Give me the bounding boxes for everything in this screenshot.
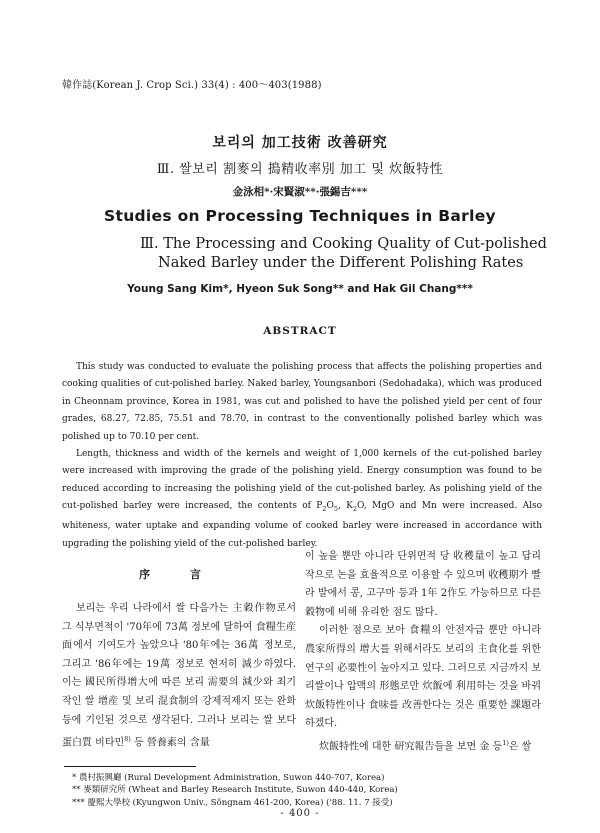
journal-citation: 韓作誌(Korean J. Crop Sci.) 33(4) : 400～403(1988) <box>62 80 322 91</box>
intro-right-p3-part2: 은 쌀 <box>508 741 532 753</box>
footnote-3: *** 慶熙大學校 (Kyungwon Univ., Sŏngnam 461-200, Korea) ('88. 11. 7 接受) <box>72 797 393 808</box>
p2o5-subscript-2: 2 <box>322 505 327 514</box>
korean-authors: 金泳相*·宋賢淑**·張錫吉*** <box>232 186 368 198</box>
ref-8-superscript: 8) <box>124 735 131 744</box>
english-subtitle-line1: Ⅲ. The Processing and Cooking Quality of Cut-polished <box>140 236 547 252</box>
p2o5-subscript-5: 5 <box>333 505 338 514</box>
abstract-paragraph-2-part2: , K <box>337 501 353 512</box>
intro-left-column <box>62 566 296 753</box>
english-authors: Young Sang Kim*, Hyeon Suk Song** and Hak Gil Chang*** <box>127 283 473 295</box>
intro-right-p3-part1: 炊飯特性에 대한 研究報告들을 보면 金 등 <box>319 741 503 753</box>
abstract-paragraph-1: This study was conducted to evaluate the polishing process that affects the polishing properties and cooking qualities of cut-polished barley. Naked barley, Youngsanbori (Sedohadaka), which was produced in Cheonnam province, Korea in 1981, was cut and polished to have the polished yield per cent of four grades, 68.27, 72.85, 75.51 and 78.70, in contrast to the conventionally polished barley which was polished up to 70.10 per cent. <box>62 362 542 442</box>
intro-heading: 序 言 <box>139 568 219 581</box>
abstract-paragraph-2-part1: Length, thickness and width of the kernels and weight of 1,000 kernels of the cut-polished barley were increased with improving the grade of the polishing yield. Energy consumption was found to be reduced according to increasing the polishing yield of the cut-polished barley. As polishing yield of the cut-polished barley were increased, the contents of P <box>62 449 542 512</box>
korean-subtitle: Ⅲ. 쌀보리 割麥의 搗精收率別 加工 및 炊飯特性 <box>156 162 444 177</box>
intro-right-paragraph-1: 이 높을 뿐만 아니라 단위면적 당 收穫量이 높고 답리작으로 논을 효율적으로 이용할 수 있으며 收穫期가 빨라 발에서 콩, 고구마 등과 1年 2作도 가능하므로 다른 穀物에 비해 유리한 점도 많다. <box>305 551 541 618</box>
footnote-divider <box>64 766 196 767</box>
abstract-body <box>62 359 542 553</box>
abstract-paragraph-2-part3: O, MgO and Mn were increased. Also whiteness, water uptake and expanding volume of cooked barley were increased in accordance with upgrading the polishing yield of the cut-polished barley. <box>62 501 542 549</box>
footnotes <box>72 772 398 809</box>
abstract-paragraph-2 <box>62 446 542 553</box>
ref-1-superscript: 1) <box>502 738 509 747</box>
english-title: Studies on Processing Techniques in Barley <box>104 207 496 225</box>
intro-left-part1: 보리는 우리 나라에서 쌀 다음가는 主穀作物로서 그 식부면적이 '70年에 73萬 정보에 달하여 食糧生産面에서 기여도가 높았으나 '80年에는 36萬 정보로, 그리고 '86年에는 19萬 정보로 현저히 減少하였다. 이는 國民所得增大에 따른 보리 需要의 減少와 최기작인 쌀 增産 및 보리 混食制의 강제적제지 또는 완화 등에 기인된 것으로 생각된다. 그러나 보리는 쌀 보다 蛋白質 비타민 <box>62 603 296 749</box>
intro-right-column <box>305 548 541 757</box>
intro-right-paragraph-3 <box>305 734 541 757</box>
intro-left-paragraph <box>62 600 296 753</box>
intro-right-paragraph-2: 이러한 점으로 보아 食糧의 안전자급 뿐만 아니라 農家所得의 增大를 위해서라도 보리의 主食化를 위한 연구의 必要性이 높아지고 있다. 그러므로 지금까지 보리쌀이나 압맥의 形態로만 炊飯에 利用하는 것을 바꿔 炊飯特性이나 食味를 改善한다는 것은 重要한 課題라 하겠다. <box>305 625 541 730</box>
footnote-2: ** 麥類研究所 (Wheat and Barley Research Institute, Suwon 440-440, Korea) <box>72 785 398 796</box>
english-subtitle-line2: Naked Barley under the Different Polishing Rates <box>158 255 524 271</box>
k2o-subscript: 2 <box>352 505 357 514</box>
footnote-1: * 農村振興廳 (Rural Development Administration, Suwon 440-707, Korea) <box>72 773 385 783</box>
abstract-heading: ABSTRACT <box>263 325 337 337</box>
intro-left-part2: 등 營養素의 含量 <box>130 737 210 749</box>
p2o5-o: O <box>326 501 334 512</box>
korean-title: 보리의 加工技術 改善研究 <box>212 135 388 151</box>
page-number: - 400 - <box>280 808 320 819</box>
